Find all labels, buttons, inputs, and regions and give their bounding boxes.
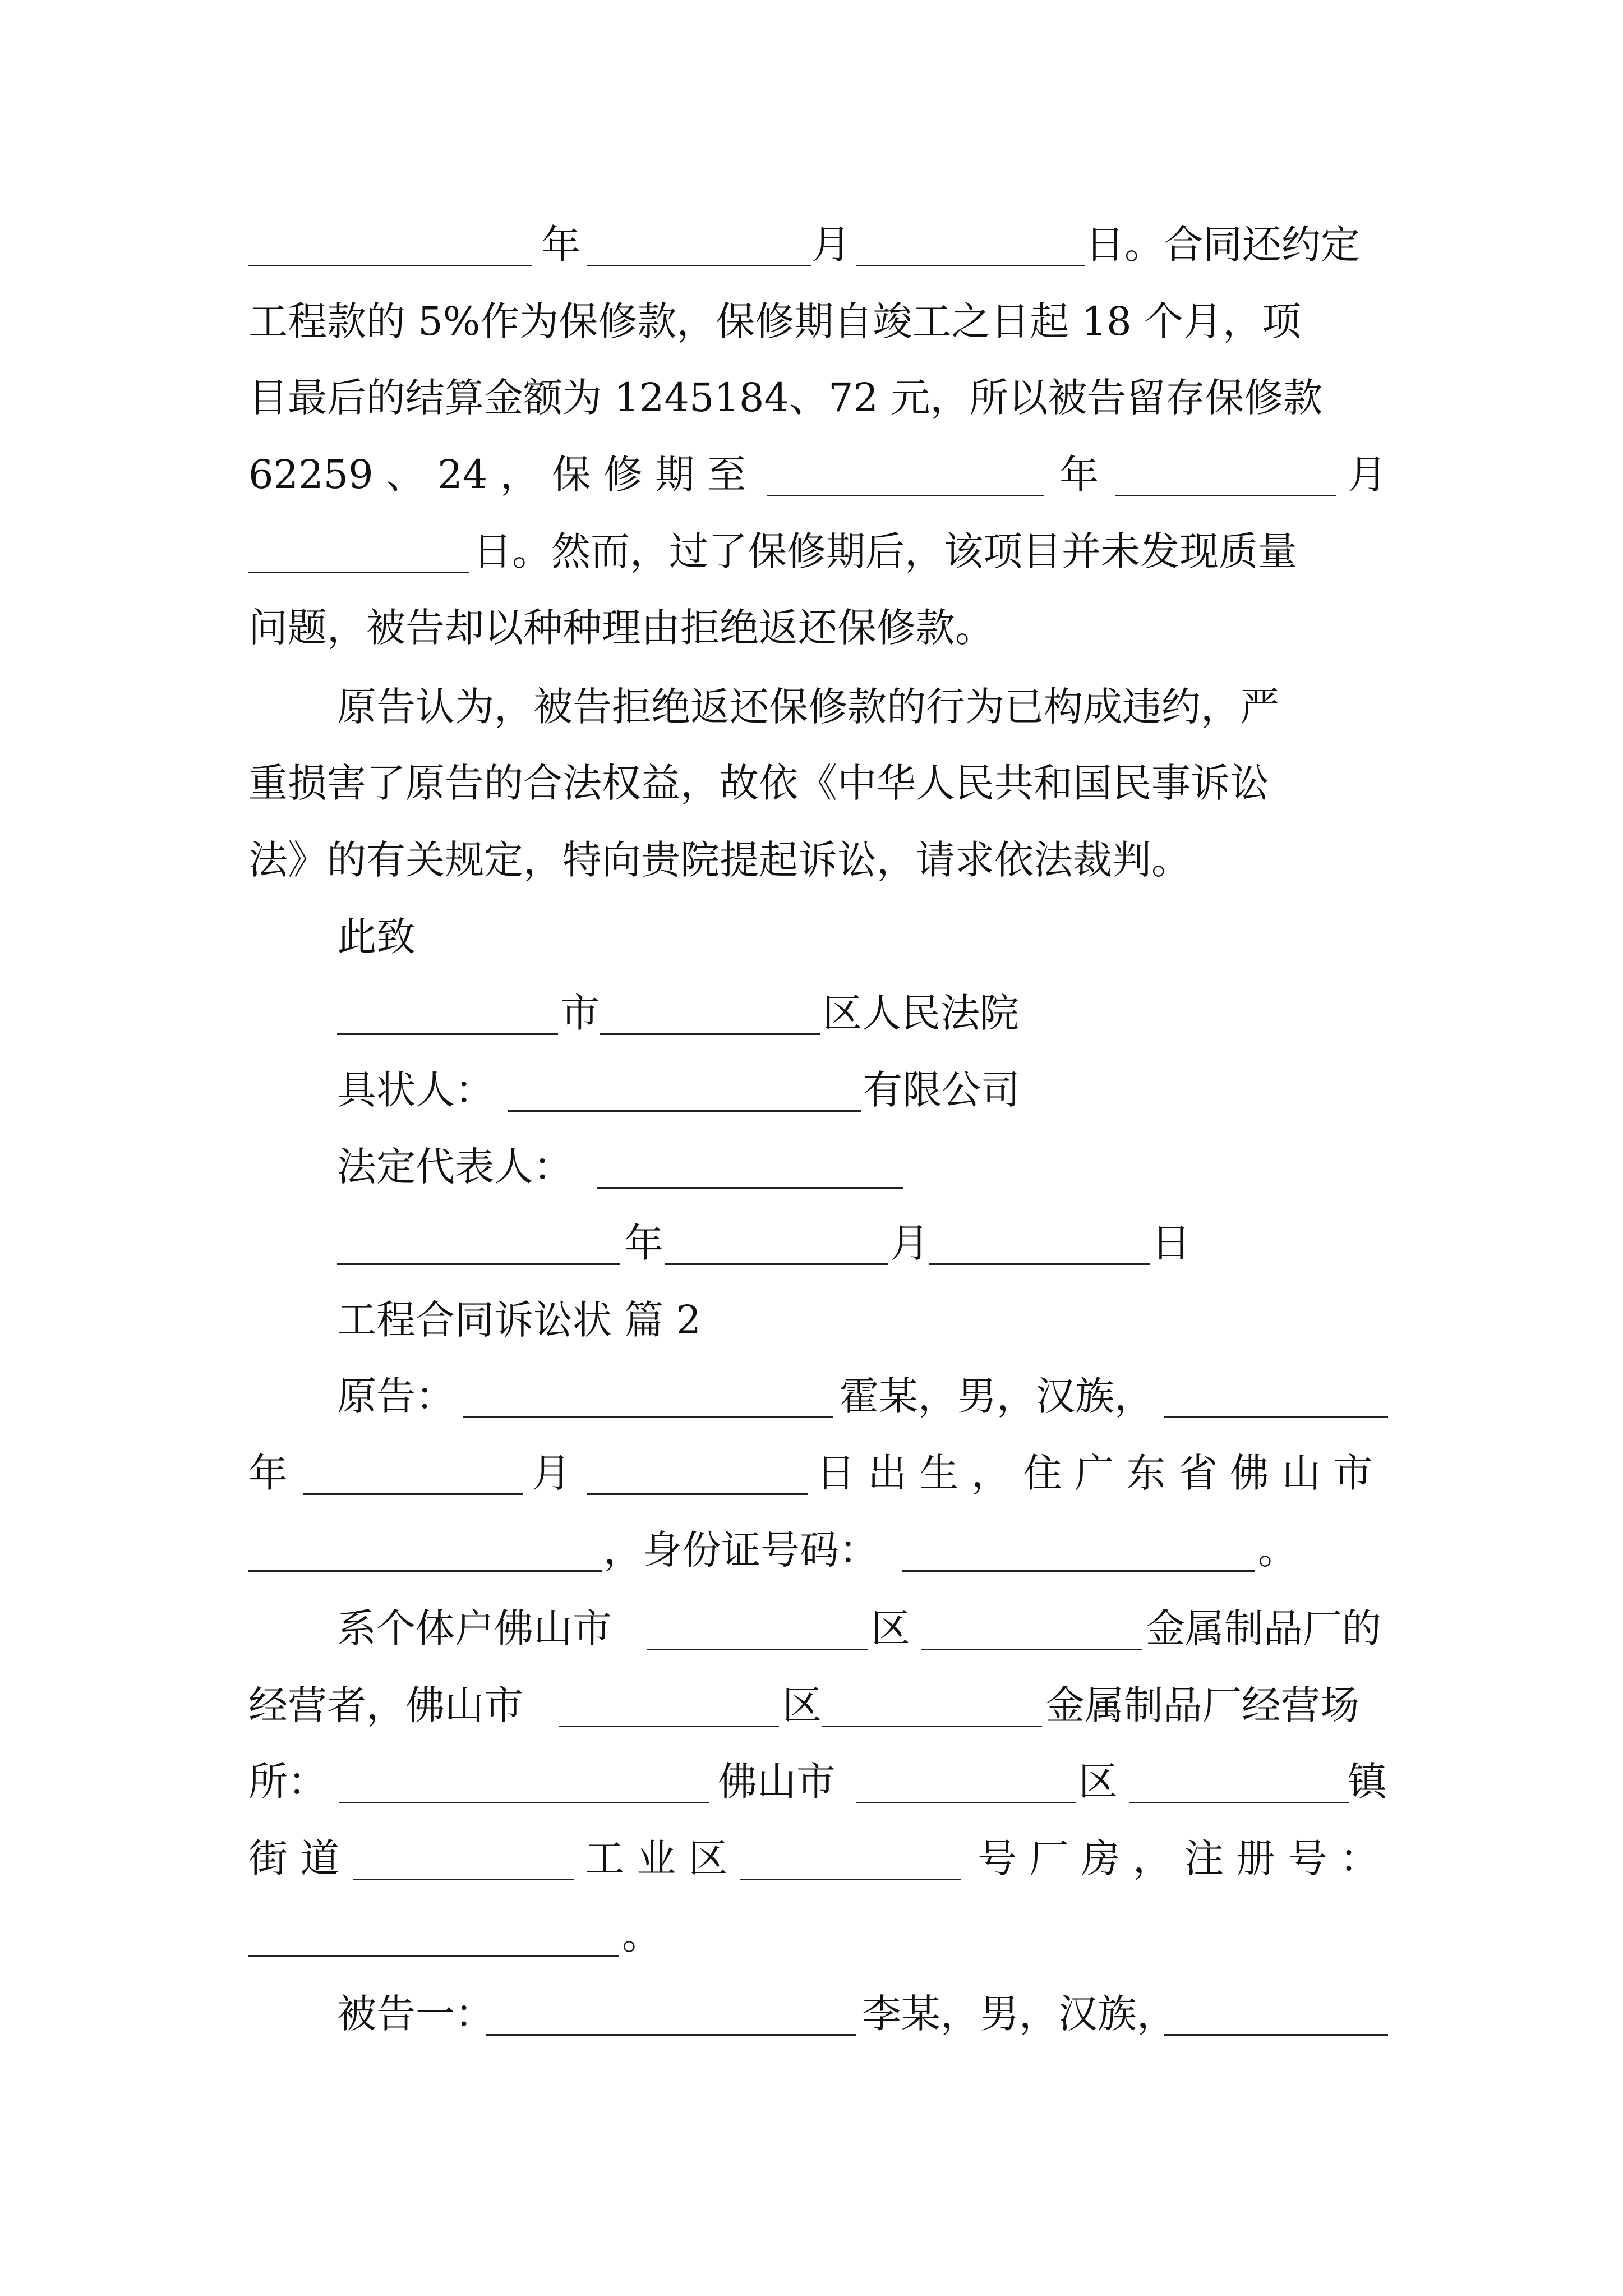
business-line-5: 。 xyxy=(248,1897,1388,1973)
retention-terms-line: 工程款的 5%作为保修款，保修期自竣工之日起 18 个月，项 xyxy=(248,298,1301,344)
blank-field xyxy=(587,265,811,266)
business-line-2: 经营者，佛山市 区 金属制品厂经营场 xyxy=(248,1682,1359,1728)
blank-field xyxy=(337,1263,620,1265)
plaintiff-line-3: ，身份证号码： 。 xyxy=(248,1512,1388,1588)
warranty-end-line: 日。然而，过了保修期后，该项目并未发现质量 xyxy=(248,513,1388,590)
blank-field xyxy=(1164,1416,1388,1418)
blank-field xyxy=(902,1570,1255,1572)
claim-line-2: 重损害了原告的合法权益，故依《中华人民共和国民事诉讼 xyxy=(248,760,1269,806)
blank-field xyxy=(353,1879,574,1880)
contract-date-line: 年 月 日。合同还约定 xyxy=(248,206,1388,283)
blank-field xyxy=(508,1110,861,1112)
blank-field xyxy=(929,1263,1150,1265)
refusal-line: 问题，被告却以种种理由拒绝返还保修款。 xyxy=(248,605,994,651)
blank-field xyxy=(248,265,532,266)
business-line-1: 系个体户佛山市 区 金属制品厂的 xyxy=(337,1605,1381,1651)
blank-field xyxy=(665,1263,888,1265)
blank-field xyxy=(486,2034,856,2036)
blank-field xyxy=(1129,1802,1349,1803)
business-line-4: 街 道 工 业 区 号 厂 房 ， 注 册 号 ： xyxy=(248,1835,1379,1881)
business-line-3: 所： 佛山市 区 镇 xyxy=(248,1759,1387,1805)
claim-line-3: 法》的有关规定，特向贵院提起诉讼，请求依法裁判。 xyxy=(248,837,1191,883)
blank-field xyxy=(587,1493,808,1495)
blank-field xyxy=(740,1879,961,1880)
blank-field xyxy=(339,1802,709,1803)
blank-field xyxy=(597,1187,903,1189)
blank-field xyxy=(600,1033,820,1035)
blank-field xyxy=(1115,495,1336,496)
plaintiff-signature-line: 具状人： 有限公司 xyxy=(337,1067,1020,1113)
blank-field xyxy=(559,1726,779,1727)
claim-line-1: 原告认为，被告拒绝返还保修款的行为已构成违约，严 xyxy=(337,684,1279,730)
blank-field xyxy=(822,1726,1042,1727)
section-heading: 工程合同诉讼状 篇 2 xyxy=(337,1297,702,1343)
blank-field xyxy=(303,1493,523,1495)
salutation: 此致 xyxy=(337,914,416,960)
blank-field xyxy=(856,1802,1076,1803)
settlement-amount-line: 目最后的结算金额为 1245184、72 元，所以被告留存保修款 xyxy=(248,375,1323,421)
blank-field xyxy=(248,1955,619,1957)
blank-field xyxy=(921,1649,1142,1650)
retention-amount-line: 62259 、 24 ， 保 修 期 至 年 月 xyxy=(248,452,1387,498)
blank-field xyxy=(647,1649,868,1650)
blank-field xyxy=(248,1570,602,1572)
blank-field xyxy=(1164,2034,1388,2036)
court-line: 市 区人民法院 xyxy=(337,975,1388,1051)
plaintiff-line-2: 年 月 日 出 生 ， 住 广 东 省 佛 山 市 xyxy=(248,1450,1373,1496)
blank-field xyxy=(767,495,1044,496)
plaintiff-line-1: 原告： 霍某，男，汉族， xyxy=(337,1358,1388,1434)
blank-field xyxy=(463,1416,833,1418)
signature-date-line: 年 月 日 xyxy=(337,1205,1388,1281)
legal-representative-line: 法定代表人： xyxy=(337,1129,1388,1205)
blank-field xyxy=(856,265,1085,266)
blank-field xyxy=(337,1033,558,1035)
defendant-line-1: 被告一： 李某，男，汉族， xyxy=(337,1976,1388,2052)
blank-field xyxy=(248,572,469,573)
